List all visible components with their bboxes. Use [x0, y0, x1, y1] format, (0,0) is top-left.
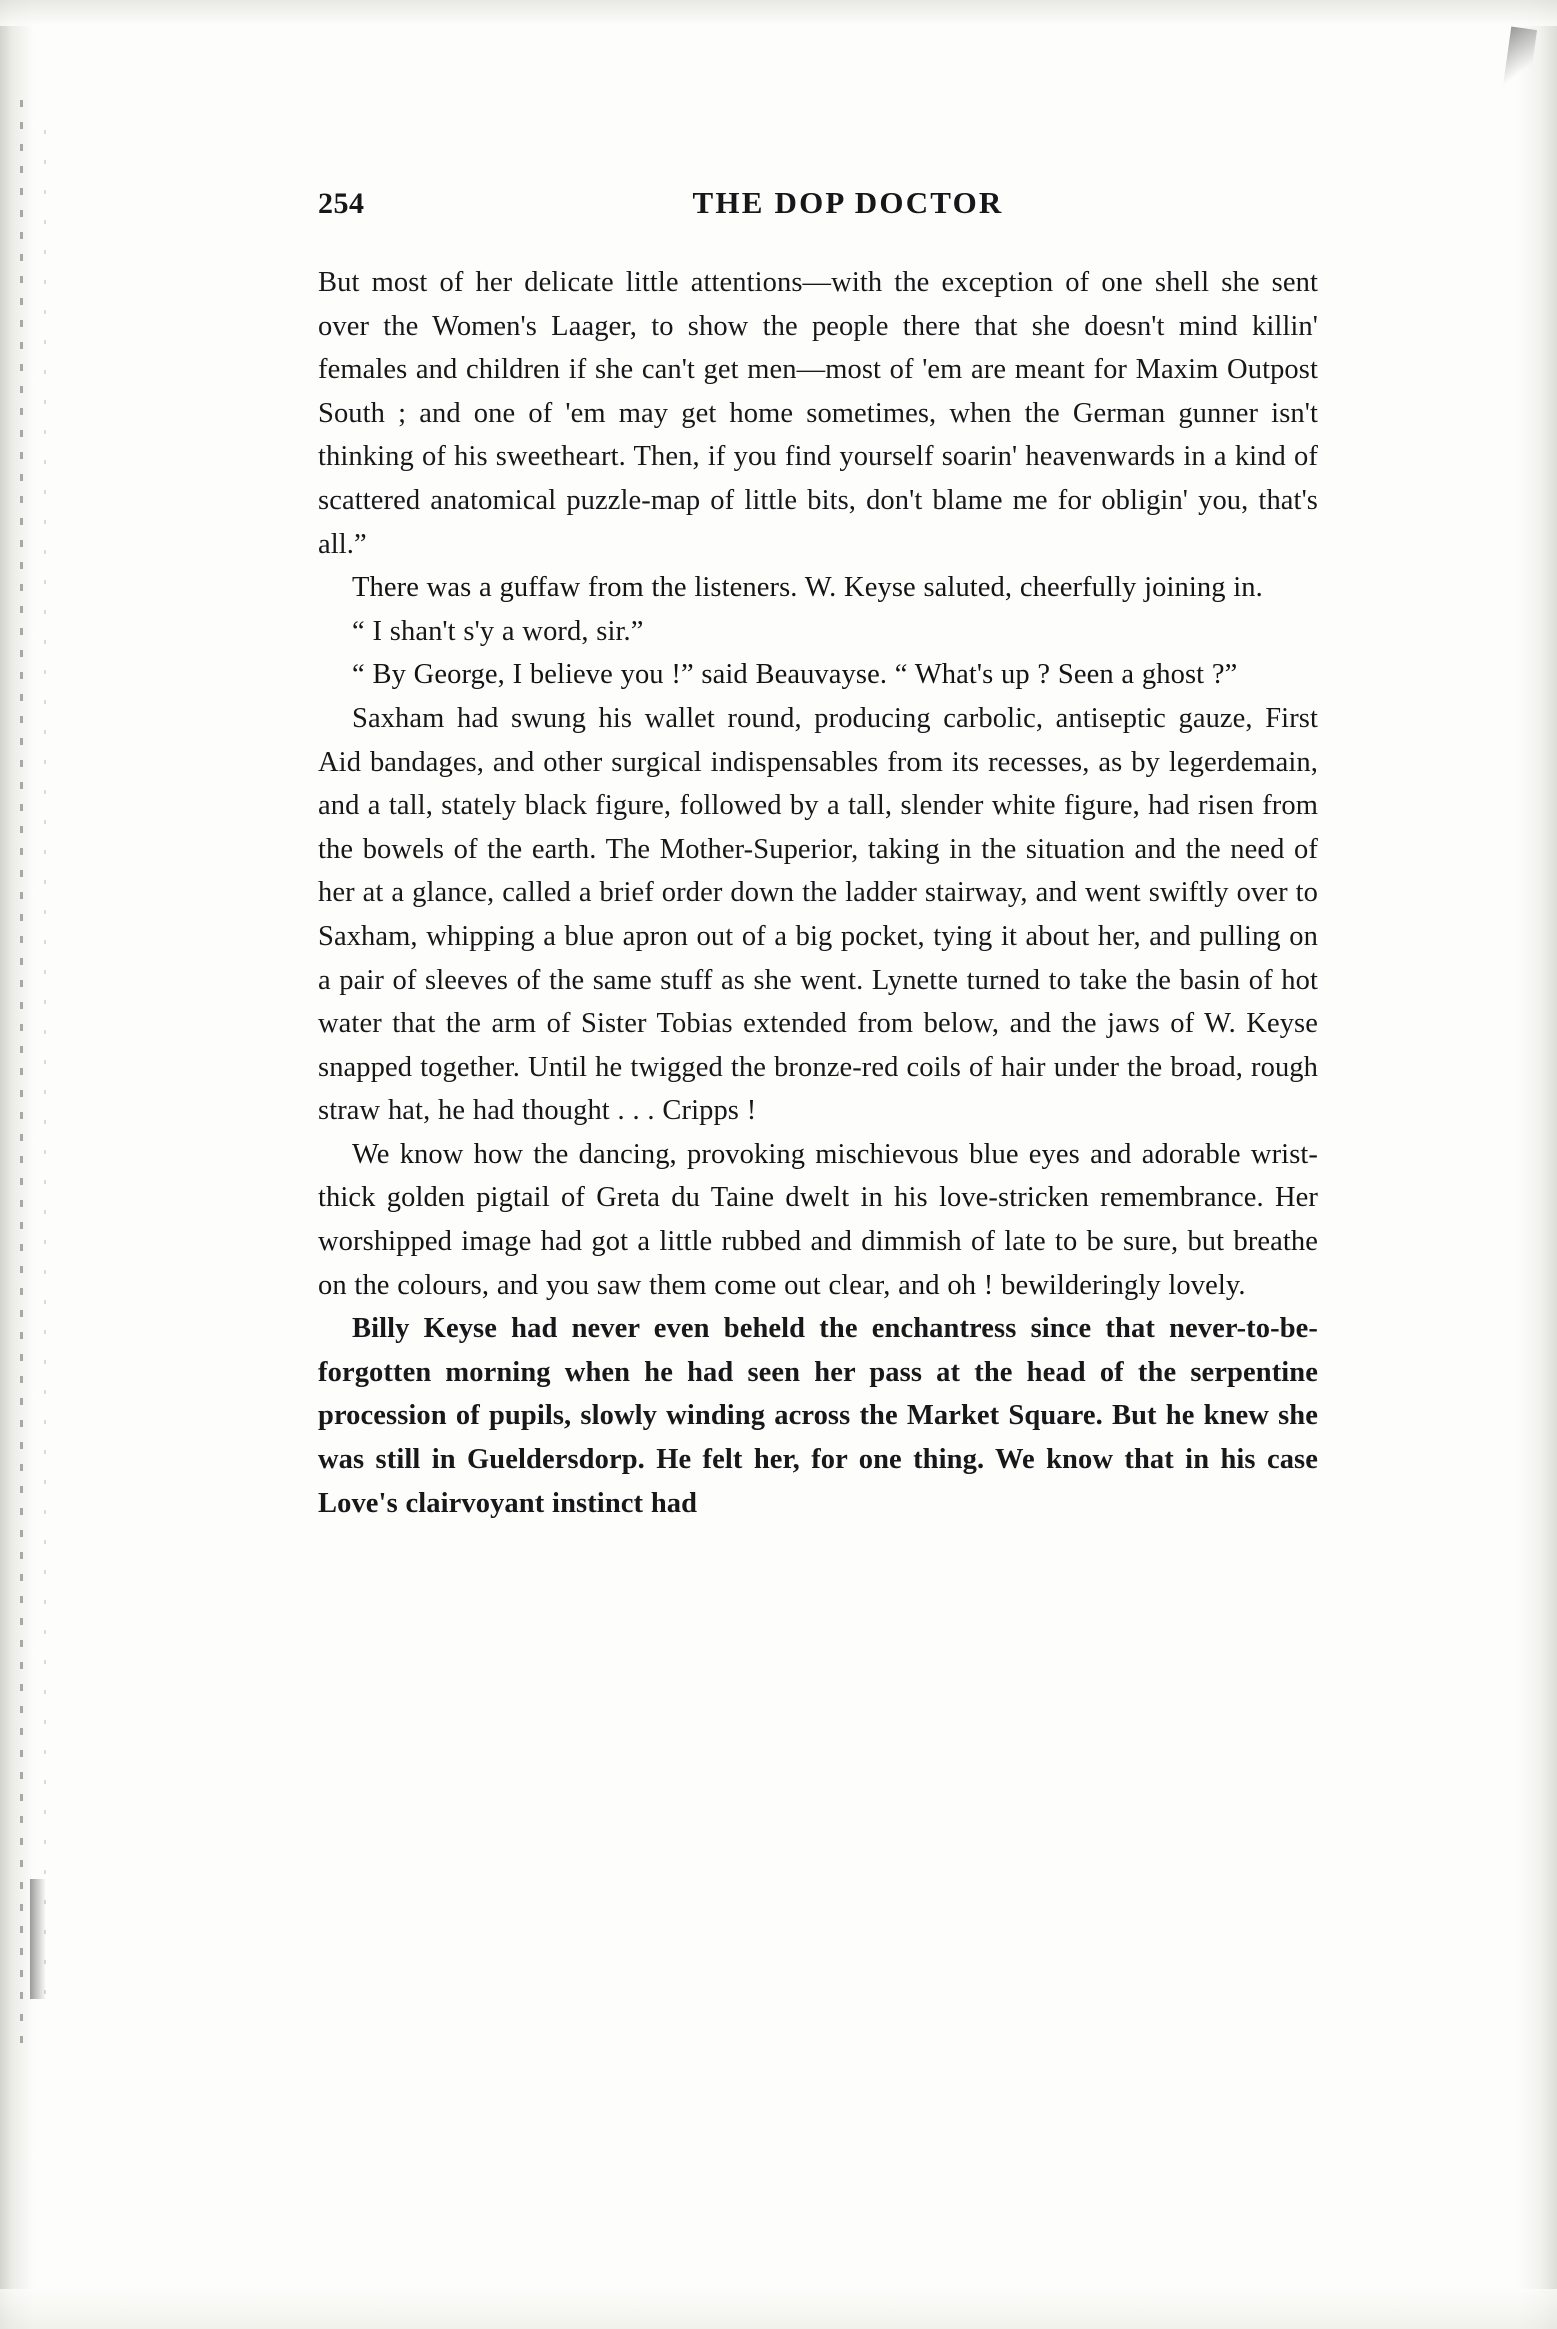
scan-artifact-blot — [30, 1879, 46, 1999]
paragraph: There was a guffaw from the listeners. W. Keyse saluted, cheerfully joining in. — [352, 572, 1263, 604]
page-edge-left — [0, 0, 34, 2329]
scan-artifact-line-secondary — [44, 130, 46, 2010]
page-edge-top — [0, 0, 1557, 26]
paragraph-dialogue: “ I shan't s'y a word, sir.” — [352, 615, 644, 647]
page-edge-right — [1517, 0, 1557, 2329]
running-head-title: THE DOP DOCTOR — [692, 185, 1004, 220]
page-number: 254 — [318, 187, 365, 220]
paragraph: Saxham had swung his wallet round, producing carbolic, antiseptic gauze, First Aid bandages, and other surgical indispensables from its recesses, as by legerdemain, and a tall, stately black figure, followed by a tall, slender white figure, had risen from the bowels of the earth. The Mother-Superior, taking in the situation and the need of her at a glance, called a brief order down the ladder stairway, and went swiftly over to Saxham, whipping a blue apron out of a big pocket, tying it about her, and pulling on a pair of sleeves of the same stuff as she went. Lynette turned to take the basin of hot water that the arm of Sister Tobias extended from below, and the jaws of W. Keyse snapped together. Until he twigged the bronze-red coils of hair under the broad, rough straw hat, he had thought . . . Cripps ! — [318, 702, 1318, 1127]
scan-artifact-line — [20, 100, 23, 2050]
paragraph: We know how the dancing, provoking mischievous blue eyes and adorable wrist-thick golden pigtail of Greta du Taine dwelt in his love-stricken remembrance. Her worshipped image had got a little rubbed and dimmish of late to be sure, but breathe on the colours, and you saw them come out clear, and oh ! bewilderingly lovely. — [318, 1138, 1318, 1301]
paragraph: But most of her delicate little attentions—with the exception of one shell she sent over the Women's Laager, to show the people there that she doesn't mind killin' females and children if she can't get men—most of 'em are meant for Maxim Outpost South ; and one of 'em may get home sometimes, when the German gunner isn't thinking of his sweetheart. Then, if you find yourself soarin' heavenwards in a kind of scattered anatomical puzzle-map of little bits, don't blame me for obligin' you, that's all.” — [318, 267, 1318, 560]
page-header — [318, 185, 1318, 221]
page-edge-bottom — [0, 2289, 1557, 2329]
page-text-block — [318, 185, 1318, 1525]
paragraph-dialogue: “ By George, I believe you !” said Beauvayse. “ What's up ? Seen a ghost ?” — [352, 659, 1238, 691]
paragraph: Billy Keyse had never even beheld the enchantress since that never-to-be-forgotten morning when he had seen her pass at the head of the serpentine procession of pupils, slowly winding across the Market Square. But he knew she was still in Gueldersdorp. He felt her, for one thing. We know that in his case Love's clairvoyant instinct had — [318, 1313, 1318, 1519]
